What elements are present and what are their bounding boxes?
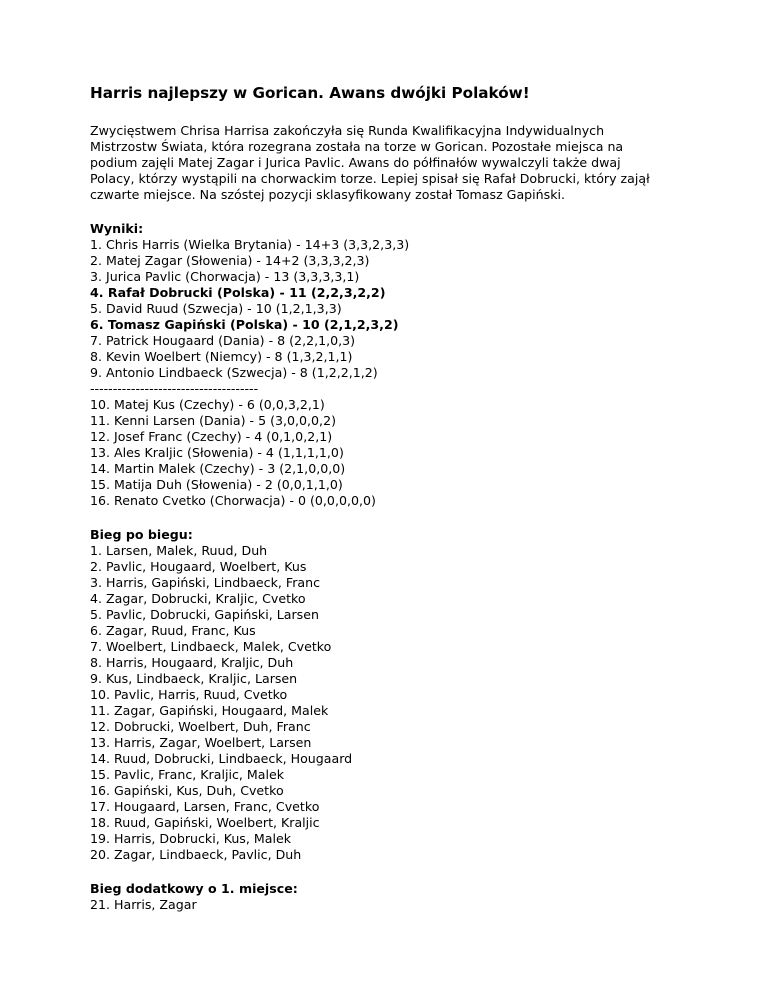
qualification-separator: ------------------------------------- <box>90 381 259 396</box>
result-row: 13. Ales Kraljic (Słowenia) - 4 (1,1,1,1,0) <box>90 445 344 460</box>
heat-row: 16. Gapiński, Kus, Duh, Cvetko <box>90 783 284 798</box>
results-list <box>90 237 710 509</box>
heats-list <box>90 543 710 863</box>
heat-row: 14. Ruud, Dobrucki, Lindbaeck, Hougaard <box>90 751 353 766</box>
heat-row: 19. Harris, Dobrucki, Kus, Malek <box>90 831 292 846</box>
result-row: 11. Kenni Larsen (Dania) - 5 (3,0,0,0,2) <box>90 413 336 428</box>
result-row: 12. Josef Franc (Czechy) - 4 (0,1,0,2,1) <box>90 429 333 444</box>
heat-row: 6. Zagar, Ruud, Franc, Kus <box>90 623 256 638</box>
heat-row: 10. Pavlic, Harris, Ruud, Cvetko <box>90 687 288 702</box>
result-row: 16. Renato Cvetko (Chorwacja) - 0 (0,0,0,0,0) <box>90 493 376 508</box>
heat-row: 15. Pavlic, Franc, Kraljic, Malek <box>90 767 284 782</box>
heat-row: 18. Ruud, Gapiński, Woelbert, Kraljic <box>90 815 320 830</box>
heat-row: 11. Zagar, Gapiński, Hougaard, Malek <box>90 703 329 718</box>
intro-line: Mistrzostw Świata, która rozegrana została na torze w Gorican. Pozostałe miejsca na <box>90 139 624 154</box>
intro-paragraph <box>90 123 710 203</box>
result-row: 4. Rafał Dobrucki (Polska) - 11 (2,2,3,2,2) <box>90 285 386 300</box>
heat-row: 7. Woelbert, Lindbaeck, Malek, Cvetko <box>90 639 332 654</box>
heat-row: 1. Larsen, Malek, Ruud, Duh <box>90 543 268 558</box>
heat-row: 12. Dobrucki, Woelbert, Duh, Franc <box>90 719 311 734</box>
result-row: 15. Matija Duh (Słowenia) - 2 (0,0,1,1,0) <box>90 477 343 492</box>
article-title: Harris najlepszy w Gorican. Awans dwójki Polaków! <box>90 84 530 102</box>
result-row: 9. Antonio Lindbaeck (Szwecja) - 8 (1,2,2,1,2) <box>90 365 378 380</box>
heat-row: 17. Hougaard, Larsen, Franc, Cvetko <box>90 799 320 814</box>
intro-line: podium zajęli Matej Zagar i Jurica Pavlic. Awans do półfinałów wywalczyli także dwaj <box>90 155 621 170</box>
runoff-list <box>90 897 710 913</box>
heat-row: 5. Pavlic, Dobrucki, Gapiński, Larsen <box>90 607 319 622</box>
result-row: 14. Martin Malek (Czechy) - 3 (2,1,0,0,0) <box>90 461 346 476</box>
heat-row: 3. Harris, Gapiński, Lindbaeck, Franc <box>90 575 321 590</box>
results-title: Wyniki: <box>90 221 144 236</box>
result-row: 5. David Ruud (Szwecja) - 10 (1,2,1,3,3) <box>90 301 342 316</box>
heat-row: 13. Harris, Zagar, Woelbert, Larsen <box>90 735 312 750</box>
result-row: 8. Kevin Woelbert (Niemcy) - 8 (1,3,2,1,1) <box>90 349 353 364</box>
runoff-title: Bieg dodatkowy o 1. miejsce: <box>90 881 298 896</box>
intro-line: Zwycięstwem Chrisa Harrisa zakończyła się Runda Kwalifikacyjna Indywidualnych <box>90 123 605 138</box>
heat-row: 9. Kus, Lindbaeck, Kraljic, Larsen <box>90 671 298 686</box>
heats-title: Bieg po biegu: <box>90 527 193 542</box>
result-row: 2. Matej Zagar (Słowenia) - 14+2 (3,3,3,2,3) <box>90 253 370 268</box>
heat-row: 4. Zagar, Dobrucki, Kraljic, Cvetko <box>90 591 306 606</box>
intro-line: Polacy, którzy wystąpili na chorwackim torze. Lepiej spisał się Rafał Dobrucki, który zajął <box>90 171 650 186</box>
intro-line: czwarte miejsce. Na szóstej pozycji sklasyfikowany został Tomasz Gapiński. <box>90 187 565 202</box>
heat-row: 8. Harris, Hougaard, Kraljic, Duh <box>90 655 294 670</box>
runoff-row: 21. Harris, Zagar <box>90 897 197 912</box>
result-row: 3. Jurica Pavlic (Chorwacja) - 13 (3,3,3,3,1) <box>90 269 360 284</box>
heat-row: 20. Zagar, Lindbaeck, Pavlic, Duh <box>90 847 302 862</box>
result-row: 1. Chris Harris (Wielka Brytania) - 14+3 (3,3,2,3,3) <box>90 237 410 252</box>
result-row: 6. Tomasz Gapiński (Polska) - 10 (2,1,2,3,2) <box>90 317 399 332</box>
result-row: 7. Patrick Hougaard (Dania) - 8 (2,2,1,0,3) <box>90 333 356 348</box>
heat-row: 2. Pavlic, Hougaard, Woelbert, Kus <box>90 559 307 574</box>
result-row: 10. Matej Kus (Czechy) - 6 (0,0,3,2,1) <box>90 397 325 412</box>
